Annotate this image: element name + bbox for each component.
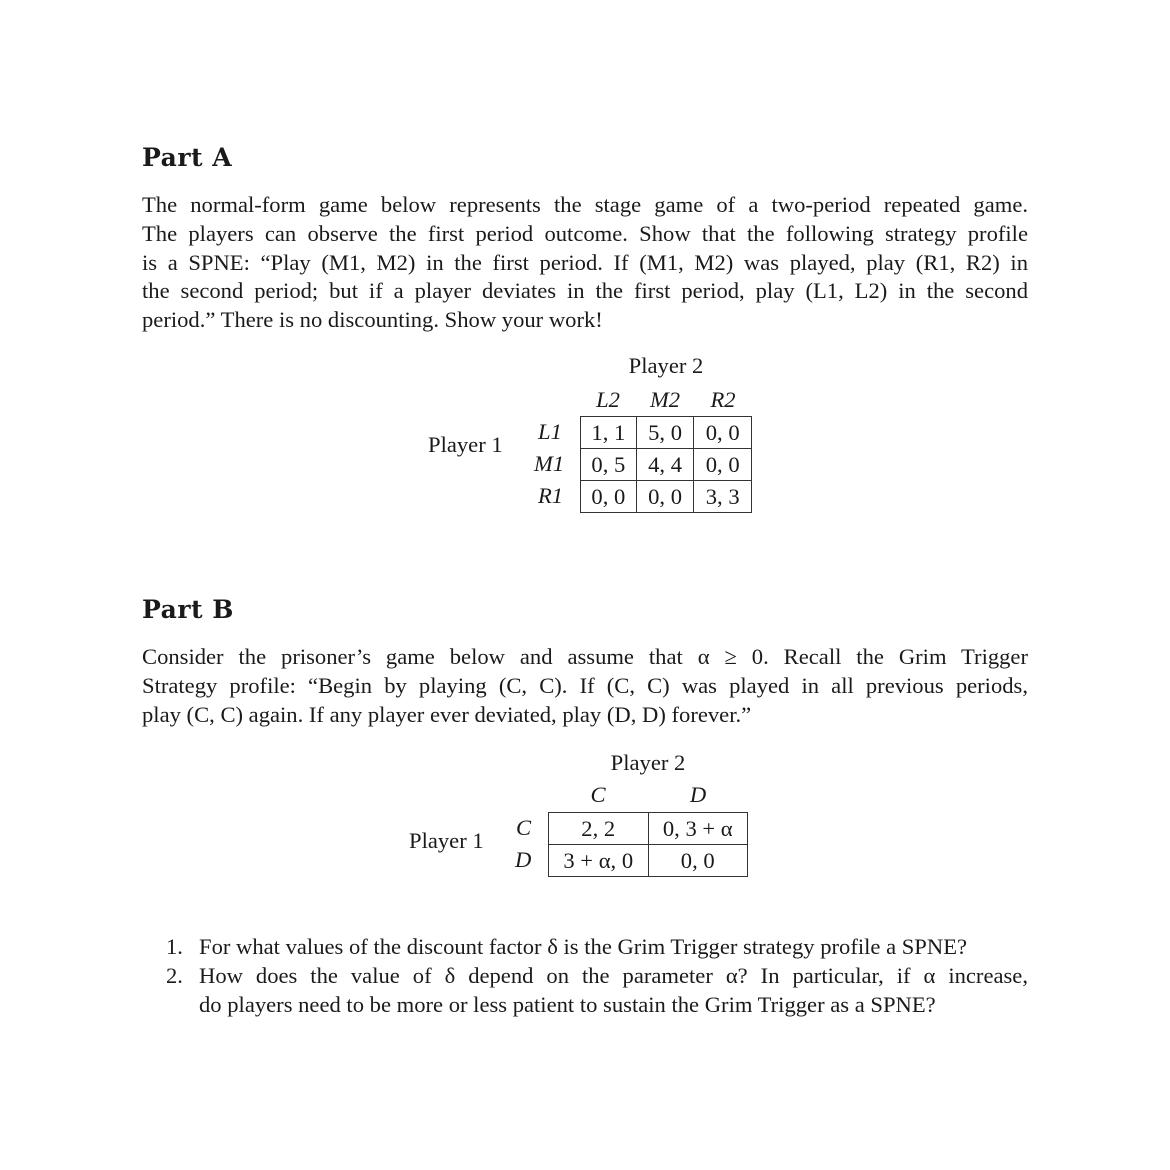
part-a-row-label-3: R1 xyxy=(538,483,564,508)
part-a-cell-3-3: 3, 3 xyxy=(694,481,752,513)
part-a-cell-2-1: 0, 5 xyxy=(581,449,637,481)
part-a-cell-3-2: 0, 0 xyxy=(636,481,694,513)
part-a-cell-2-2: 4, 4 xyxy=(636,449,694,481)
question-2-line-1: How does the value of δ depend on the parameter α? In particular, if α increase, xyxy=(199,962,1028,988)
part-a-payoff-matrix xyxy=(580,416,752,513)
part-b-cell-1-1: 2, 2 xyxy=(549,813,649,845)
part-a-cell-2-3: 0, 0 xyxy=(694,449,752,481)
part-b-cell-2-1: 3 + α, 0 xyxy=(549,845,649,877)
part-b-row-label-2: D xyxy=(515,847,532,872)
part-a-player1-label: Player 1 xyxy=(428,432,503,457)
part-a-cell-1-3: 0, 0 xyxy=(694,417,752,449)
part-b-payoff-matrix xyxy=(548,812,748,877)
part-b-col-label-2: D xyxy=(689,782,707,807)
part-a-row-label-2: M1 xyxy=(534,451,565,476)
part-a-line-3: is a SPNE: “Play (M1, M2) in the first period. If (M1, M2) was played, play (R1, R2) in xyxy=(142,249,1028,275)
part-a-cell-3-1: 0, 0 xyxy=(581,481,637,513)
part-a-line-5: period.” There is no discounting. Show your work! xyxy=(142,307,603,333)
part-b-col-label-1: C xyxy=(590,782,606,807)
part-a-line-4: the second period; but if a player deviates in the first period, play (L1, L2) in the second xyxy=(142,278,1028,304)
part-b-cell-1-2: 0, 3 + α xyxy=(648,813,748,845)
question-list xyxy=(166,933,1028,1019)
part-b-row-label-1: C xyxy=(516,815,532,840)
part-a-cell-1-1: 1, 1 xyxy=(581,417,637,449)
part-a-row-label-1: L1 xyxy=(538,419,562,444)
part-b-line-2: Strategy profile: “Begin by playing (C, C). If (C, C) was played in all previous periods, xyxy=(142,672,1028,698)
part-b-player2-label: Player 2 xyxy=(610,750,686,775)
part-b-line-3: play (C, C) again. If any player ever deviated, play (D, D) forever.” xyxy=(142,701,752,727)
question-item-1 xyxy=(166,933,1028,962)
question-item-2 xyxy=(166,962,1028,1020)
part-a-col-label-3: R2 xyxy=(710,387,736,412)
question-2-line-2: do players need to be more or less patient to sustain the Grim Trigger as a SPNE? xyxy=(199,991,936,1017)
part-a-player2-label: Player 2 xyxy=(628,353,704,378)
part-a-paragraph xyxy=(142,191,1028,335)
part-a-line-1: The normal-form game below represents the stage game of a two-period repeated game. xyxy=(142,192,1028,217)
part-b-line-1: Consider the prisoner’s game below and assume that α ≥ 0. Recall the Grim Trigger xyxy=(142,644,1028,669)
part-a-line-2: The players can observe the first period outcome. Show that the following strategy profile xyxy=(142,220,1028,246)
part-a-col-label-1: L2 xyxy=(596,387,620,412)
part-b-heading: Part B xyxy=(142,595,234,624)
part-a-heading: Part A xyxy=(142,143,233,172)
part-b-cell-2-2: 0, 0 xyxy=(648,845,748,877)
question-number-1: 1. xyxy=(166,934,183,959)
part-b-paragraph xyxy=(142,643,1028,729)
part-a-col-label-2: M2 xyxy=(649,387,681,412)
question-1-line-1: For what values of the discount factor δ is the Grim Trigger strategy profile a SPNE? xyxy=(199,934,968,959)
part-b-player1-label: Player 1 xyxy=(409,828,484,853)
part-a-cell-1-2: 5, 0 xyxy=(636,417,694,449)
question-number-2: 2. xyxy=(166,962,183,988)
